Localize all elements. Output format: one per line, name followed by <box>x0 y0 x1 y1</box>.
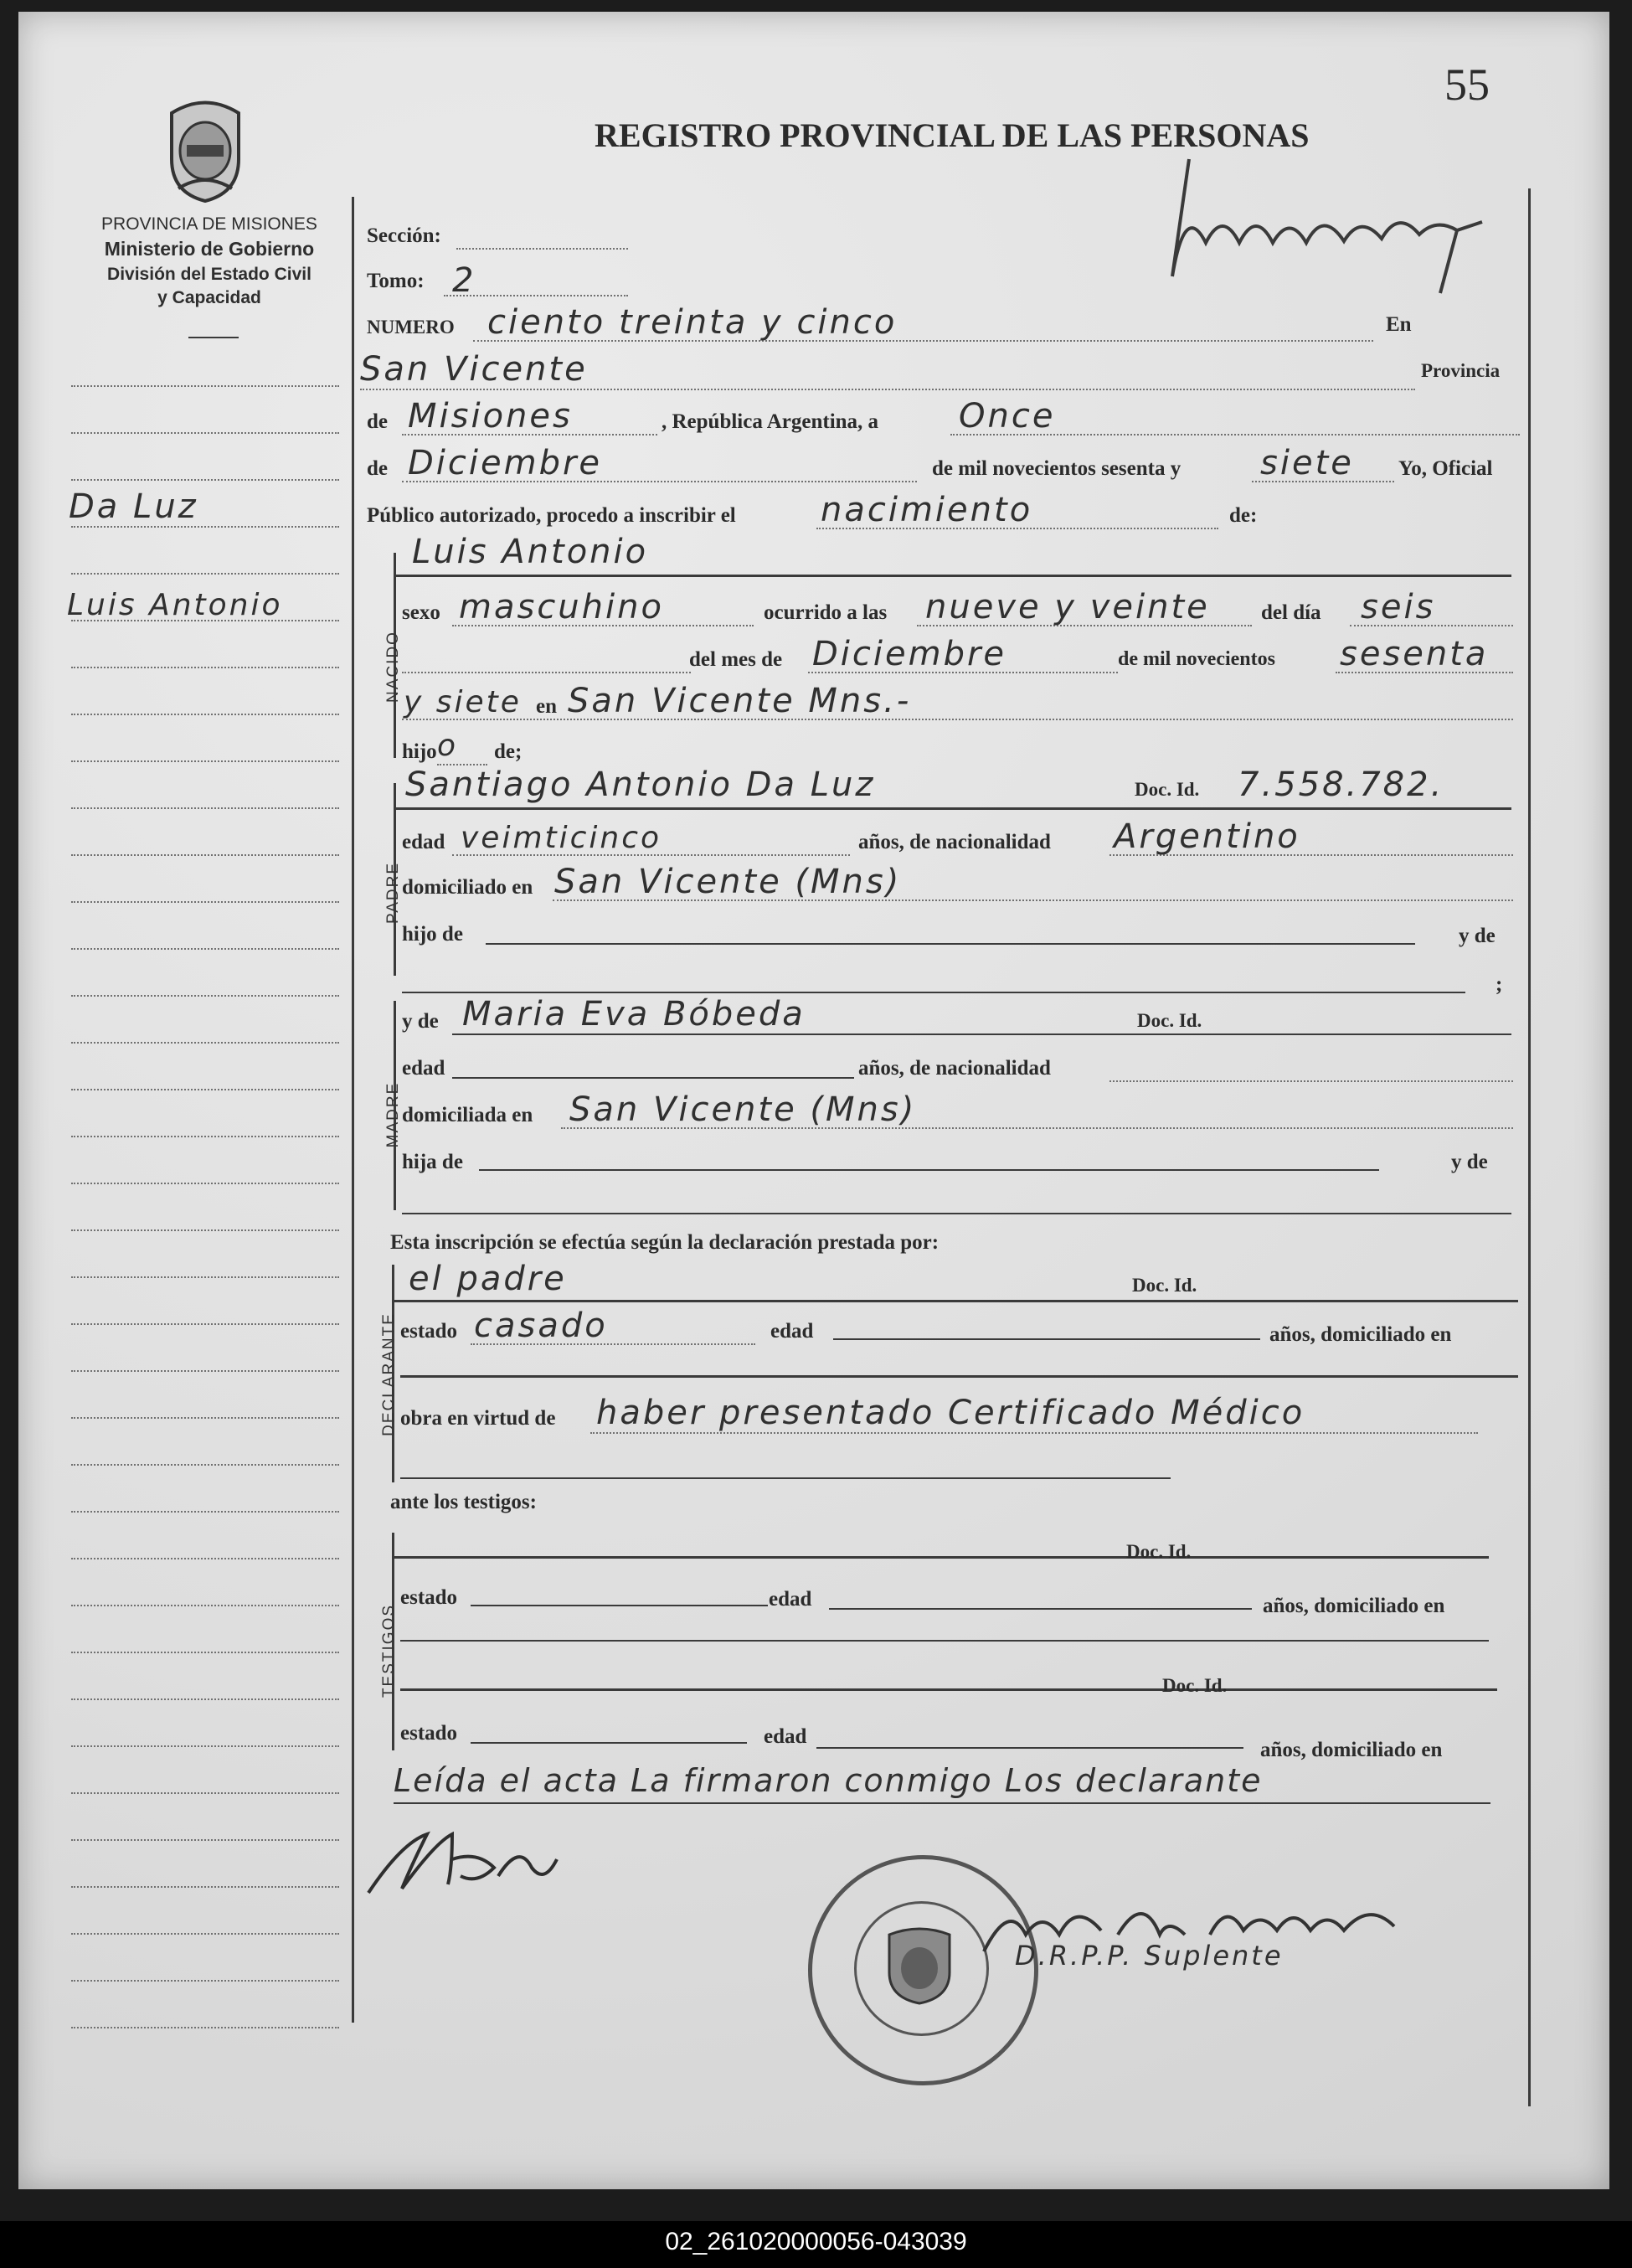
office-capacity: y Capacidad <box>157 288 261 307</box>
mil-label: de mil novecientos sesenta y <box>932 457 1182 480</box>
nacido-mil-label: de mil novecientos <box>1118 648 1275 670</box>
padre-edad-label: edad <box>402 831 445 853</box>
lugar-value: San Vicente <box>360 350 588 389</box>
testigos-intro: ante los testigos: <box>390 1491 537 1513</box>
margin-ruled-line <box>71 479 339 481</box>
padre-nacionalidad-value: Argentino <box>1114 817 1300 856</box>
mes-value: Diciembre <box>408 444 603 482</box>
hijo-value: o <box>437 729 459 763</box>
margin-ruled-line <box>71 1276 339 1278</box>
nacido-en-label: en <box>536 695 557 718</box>
de-label-2: de <box>367 457 388 480</box>
margin-ruled-line <box>71 432 339 434</box>
testigo1-anios-label: años, domiciliado en <box>1263 1595 1445 1617</box>
madre-yde-label: y de <box>402 1010 439 1033</box>
declarante-estado-label: estado <box>400 1320 458 1343</box>
declarante-edad-label: edad <box>770 1320 814 1343</box>
sexo-value: mascuhino <box>459 588 664 626</box>
testigo2-estado-label: estado <box>400 1722 458 1745</box>
margin-ruled-line <box>71 1745 339 1747</box>
margin-ruled-line <box>71 714 339 715</box>
margin-ruled-line <box>71 526 339 528</box>
madre-nombre: Maria Eva Bóbeda <box>462 995 806 1033</box>
margin-ruled-line <box>71 854 339 856</box>
madre-domicilio-value: San Vicente (Mns) <box>569 1090 917 1129</box>
declarante-section-label: DECLARANTE <box>380 1312 398 1436</box>
nacido-lugar-value: San Vicente Mns.- <box>568 682 912 720</box>
provincial-crest-icon <box>155 96 255 205</box>
margin-ruled-line <box>71 1605 339 1606</box>
declaracion-intro: Esta inscripción se efectúa según la declaración prestada por: <box>390 1231 940 1254</box>
padre-domicilio-value: San Vicente (Mns) <box>554 863 902 901</box>
testigo1-doc-label: Doc. Id. <box>1126 1541 1192 1562</box>
del-mes-label: del mes de <box>689 648 783 671</box>
testigo2-doc-label: Doc. Id. <box>1162 1675 1228 1696</box>
margin-ruled-line <box>71 1698 339 1700</box>
hijo-label: hijo <box>402 740 437 763</box>
hijo-de-label: de; <box>494 740 523 763</box>
testigo2-anios-label: años, domiciliado en <box>1260 1739 1443 1761</box>
padre-doc-value: 7.558.782. <box>1238 765 1444 804</box>
provincia-label: Provincia <box>1421 360 1501 381</box>
ocurrido-label: ocurrido a las <box>764 601 888 624</box>
registrar-title: D.R.P.P. Suplente <box>1015 1940 1284 1972</box>
office-province: PROVINCIA DE MISIONES <box>101 214 317 234</box>
padre-section-label: PADRE <box>384 861 402 925</box>
margin-ruled-line <box>71 948 339 950</box>
testigo2-edad-label: edad <box>764 1725 807 1748</box>
margin-ruled-line <box>71 995 339 997</box>
margin-ruled-line <box>71 1511 339 1513</box>
madre-domicilio-label: domiciliada en <box>402 1104 533 1126</box>
nacido-nombre: Luis Antonio <box>412 533 649 571</box>
sexo-label: sexo <box>402 601 440 624</box>
publico-label: Público autorizado, procedo a inscribir el <box>367 504 736 527</box>
seal-crest-icon <box>881 1926 958 2007</box>
margin-ruled-line <box>71 1558 339 1559</box>
office-division: División del Estado Civil <box>107 265 311 284</box>
margin-ruled-line <box>71 1370 339 1372</box>
padre-domicilio-label: domiciliado en <box>402 876 533 899</box>
document-title: REGISTRO PROVINCIAL DE LAS PERSONAS <box>595 116 1310 154</box>
del-dia-label: del día <box>1261 601 1321 624</box>
margin-ruled-line <box>71 760 339 762</box>
margin-ruled-line <box>71 1136 339 1137</box>
madre-section-label: MADRE <box>384 1081 402 1148</box>
page-number: 55 <box>1444 59 1490 110</box>
provincia-value: Misiones <box>408 397 573 436</box>
margin-ruled-line <box>71 1792 339 1794</box>
margin-ruled-line <box>71 1417 339 1419</box>
obra-label: obra en virtud de <box>400 1407 556 1430</box>
margin-ruled-line <box>71 1042 339 1044</box>
footer-code: 02_261020000056-043039 <box>665 2228 967 2255</box>
nacido-dia-value: seis <box>1361 588 1436 626</box>
hora-value: nueve y veinte <box>925 588 1210 626</box>
padre-nombre: Santiago Antonio Da Luz <box>405 765 876 804</box>
margin-ruled-line <box>71 385 339 387</box>
madre-edad-label: edad <box>402 1057 445 1080</box>
anio-value: siete <box>1260 444 1354 482</box>
padre-hijo-label: hijo de <box>402 923 463 946</box>
padre-edad-value: veimticinco <box>461 821 662 855</box>
numero-label: NUMERO <box>367 317 455 338</box>
nacido-anio-value-a: sesenta <box>1340 635 1489 673</box>
numero-value: ciento treinta y cinco <box>487 303 898 342</box>
padre-semicolon: ; <box>1496 973 1503 996</box>
republica-label: , República Argentina, a <box>662 410 879 433</box>
nacido-anio-value-b: y siete <box>404 685 522 719</box>
padre-doc-label: Doc. Id. <box>1135 779 1200 800</box>
margin-ruled-line <box>71 1980 339 1982</box>
margin-surname: Da Luz <box>69 487 198 526</box>
madre-hija-label: hija de <box>402 1151 463 1173</box>
left-margin-rule <box>352 197 354 2023</box>
declarant-signature <box>352 1809 569 1910</box>
tomo-label: Tomo: <box>367 270 425 292</box>
margin-ruled-line <box>71 1183 339 1184</box>
acto-value: nacimiento <box>821 491 1033 529</box>
madre-y-de-label: y de <box>1451 1151 1488 1173</box>
margin-ruled-line <box>71 1933 339 1935</box>
margin-ruled-line <box>71 1839 339 1841</box>
testigos-section-label: TESTIGOS <box>380 1603 398 1698</box>
yo-oficial-label: Yo, Oficial <box>1398 457 1493 480</box>
seccion-label: Sección: <box>367 224 441 247</box>
margin-ruled-line <box>71 1323 339 1325</box>
de-label: de <box>367 410 388 433</box>
margin-ruled-line <box>71 1886 339 1888</box>
right-border-rule <box>1528 188 1531 2106</box>
margin-given-names: Luis Antonio <box>67 588 283 622</box>
margin-ruled-line <box>71 1229 339 1231</box>
declarante-nombre: el padre <box>409 1260 567 1298</box>
tomo-value: 2 <box>452 261 476 300</box>
nacido-section-label: NACIDO <box>384 631 402 703</box>
margin-ruled-line <box>71 573 339 575</box>
padre-y-de-label: y de <box>1459 925 1496 947</box>
margin-ruled-line <box>71 1089 339 1090</box>
office-divider <box>188 337 239 338</box>
testigo1-edad-label: edad <box>769 1588 812 1611</box>
declarante-doc-label: Doc. Id. <box>1132 1275 1197 1296</box>
en-label: En <box>1386 313 1412 336</box>
nacido-mes-value: Diciembre <box>812 635 1007 673</box>
margin-ruled-line <box>71 1464 339 1466</box>
margin-ruled-line <box>71 807 339 809</box>
margin-ruled-line <box>71 2027 339 2028</box>
declarante-anios-label: años, domiciliado en <box>1269 1323 1452 1346</box>
madre-anios-label: años, de nacionalidad <box>858 1057 1051 1080</box>
obra-value: haber presentado Certificado Médico <box>596 1394 1305 1432</box>
office-ministry: Ministerio de Gobierno <box>104 238 315 260</box>
dia-value: Once <box>959 397 1056 436</box>
margin-ruled-line <box>71 901 339 903</box>
official-signature-top <box>1139 151 1499 310</box>
de-colon-label: de: <box>1229 504 1258 527</box>
padre-anios-label: años, de nacionalidad <box>858 831 1051 853</box>
declarante-estado-value: casado <box>474 1307 608 1345</box>
closing-statement: Leída el acta La firmaron conmigo Los declarante <box>394 1762 1263 1799</box>
margin-ruled-line <box>71 1652 339 1653</box>
testigo1-estado-label: estado <box>400 1586 458 1609</box>
madre-doc-label: Doc. Id. <box>1137 1010 1202 1031</box>
margin-ruled-line <box>71 667 339 668</box>
